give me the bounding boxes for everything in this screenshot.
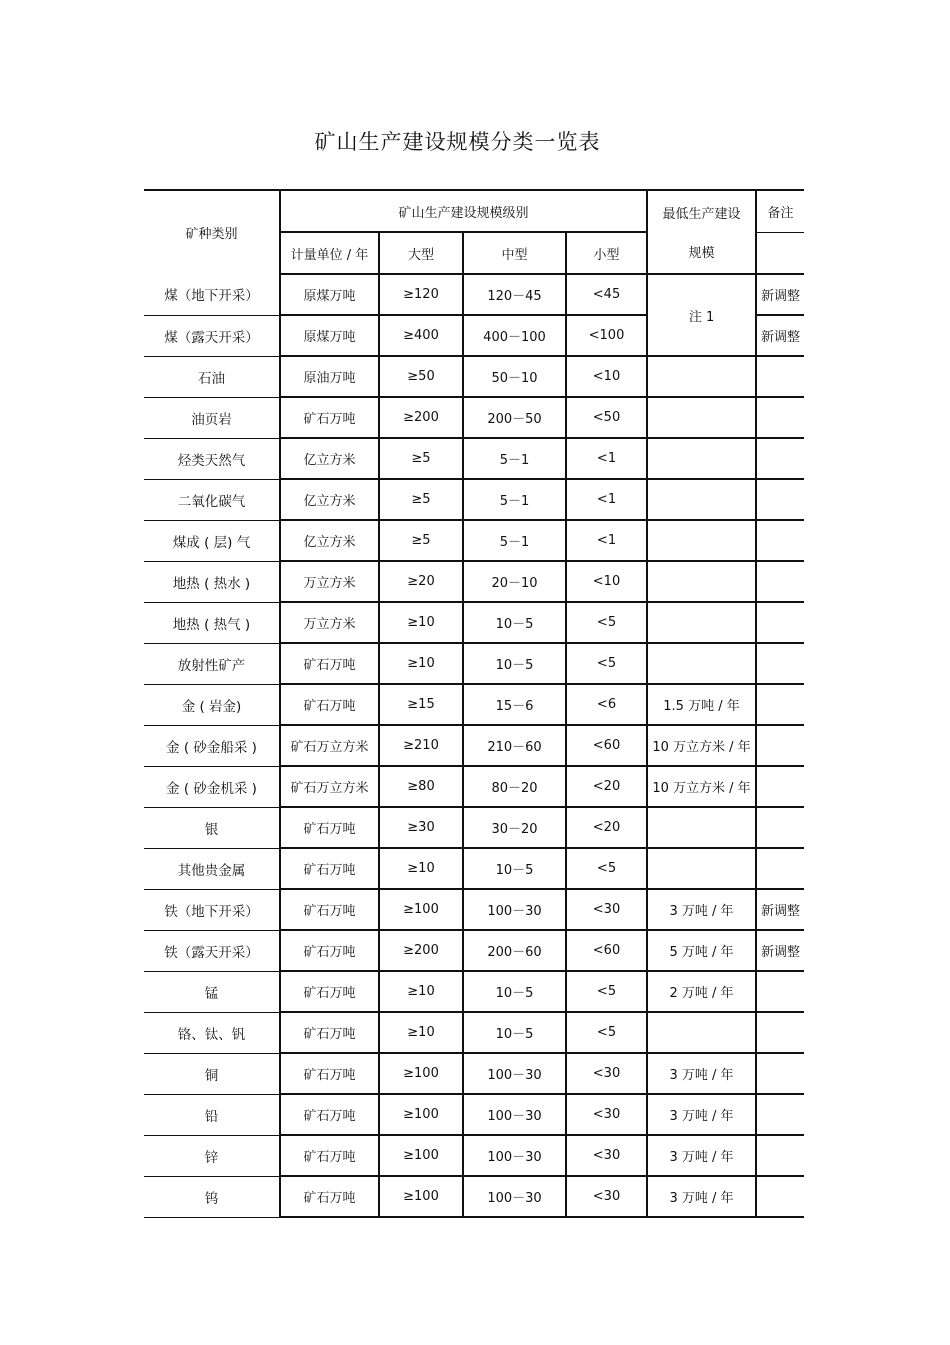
table-row: [144, 725, 804, 766]
cell-small: <1: [566, 438, 647, 479]
cell-small: <20: [566, 807, 647, 848]
cell-remark: 新调整: [756, 315, 804, 356]
cell-large: ≥200: [379, 930, 463, 971]
page-title: 矿山生产建设规模分类一览表: [314, 130, 601, 154]
cell-large: ≥5: [379, 438, 463, 479]
cell-unit: 亿立方米: [280, 520, 379, 561]
cell-large: ≥100: [379, 1176, 463, 1217]
cell-mineral-type: 地热 ( 热气 ): [144, 602, 280, 643]
table-row: [144, 520, 804, 561]
cell-medium: 20－10: [463, 561, 566, 602]
cell-large: ≥15: [379, 684, 463, 725]
cell-remark: [756, 397, 804, 438]
cell-remark: [756, 848, 804, 889]
cell-min-scale: 10 万立方米 / 年: [647, 725, 756, 766]
cell-unit: 矿石万吨: [280, 1176, 379, 1217]
cell-unit: 矿石万吨: [280, 889, 379, 930]
cell-large: ≥20: [379, 561, 463, 602]
cell-small: <5: [566, 643, 647, 684]
cell-large: ≥10: [379, 602, 463, 643]
table-row: [144, 1176, 804, 1217]
cell-mineral-type: 煤（地下开采）: [144, 274, 280, 315]
cell-min-scale: [647, 438, 756, 479]
cell-large: ≥50: [379, 356, 463, 397]
cell-mineral-type: 锌: [144, 1135, 280, 1176]
cell-mineral-type: 银: [144, 807, 280, 848]
cell-remark: [756, 725, 804, 766]
cell-unit: 矿石万吨: [280, 1135, 379, 1176]
cell-small: <50: [566, 397, 647, 438]
cell-mineral-type: 锰: [144, 971, 280, 1012]
cell-small: <10: [566, 356, 647, 397]
cell-min-scale-note: 注 1: [647, 274, 756, 356]
table-row: [144, 643, 804, 684]
cell-min-scale: 3 万吨 / 年: [647, 1053, 756, 1094]
cell-large: ≥100: [379, 1135, 463, 1176]
cell-min-scale: [647, 1012, 756, 1053]
mine-scale-table: [144, 189, 804, 1218]
cell-small: <45: [566, 274, 647, 315]
cell-large: ≥5: [379, 520, 463, 561]
cell-unit: 矿石万吨: [280, 848, 379, 889]
cell-mineral-type: 地热 ( 热水 ): [144, 561, 280, 602]
cell-unit: 矿石万吨: [280, 684, 379, 725]
cell-mineral-type: 煤（露天开采）: [144, 315, 280, 356]
table-row: [144, 971, 804, 1012]
cell-unit: 矿石万吨: [280, 1094, 379, 1135]
cell-min-scale: 1.5 万吨 / 年: [647, 684, 756, 725]
cell-mineral-type: 煤成 ( 层) 气: [144, 520, 280, 561]
cell-min-scale: 3 万吨 / 年: [647, 1094, 756, 1135]
table-row: [144, 397, 804, 438]
cell-large: ≥100: [379, 889, 463, 930]
header-unit: 计量单位 / 年: [280, 232, 379, 274]
cell-unit: 矿石万吨: [280, 643, 379, 684]
cell-mineral-type: 铁（露天开采）: [144, 930, 280, 971]
cell-min-scale: 3 万吨 / 年: [647, 1135, 756, 1176]
table-row: [144, 274, 804, 315]
cell-small: <1: [566, 520, 647, 561]
cell-medium: 10－5: [463, 602, 566, 643]
cell-small: <20: [566, 766, 647, 807]
cell-unit: 矿石万立方米: [280, 766, 379, 807]
cell-mineral-type: 铁（地下开采）: [144, 889, 280, 930]
cell-mineral-type: 油页岩: [144, 397, 280, 438]
cell-remark: [756, 766, 804, 807]
cell-medium: 10－5: [463, 1012, 566, 1053]
cell-large: ≥10: [379, 971, 463, 1012]
cell-small: <30: [566, 1053, 647, 1094]
cell-large: ≥200: [379, 397, 463, 438]
header-medium: 中型: [463, 232, 566, 274]
cell-medium: 10－5: [463, 643, 566, 684]
cell-medium: 15－6: [463, 684, 566, 725]
cell-medium: 5－1: [463, 520, 566, 561]
cell-remark: 新调整: [756, 274, 804, 315]
cell-large: ≥120: [379, 274, 463, 315]
cell-remark: [756, 479, 804, 520]
cell-unit: 万立方米: [280, 602, 379, 643]
cell-remark: [756, 1135, 804, 1176]
cell-unit: 原煤万吨: [280, 315, 379, 356]
cell-unit: 亿立方米: [280, 479, 379, 520]
cell-small: <30: [566, 889, 647, 930]
cell-large: ≥100: [379, 1094, 463, 1135]
cell-remark: 新调整: [756, 889, 804, 930]
cell-mineral-type: 铬、钛、钒: [144, 1012, 280, 1053]
cell-remark: [756, 602, 804, 643]
cell-unit: 矿石万吨: [280, 1012, 379, 1053]
cell-mineral-type: 放射性矿产: [144, 643, 280, 684]
cell-remark: [756, 643, 804, 684]
cell-min-scale: [647, 479, 756, 520]
cell-large: ≥10: [379, 643, 463, 684]
table-row: [144, 1094, 804, 1135]
table-row: [144, 479, 804, 520]
cell-unit: 矿石万吨: [280, 971, 379, 1012]
cell-large: ≥10: [379, 1012, 463, 1053]
cell-min-scale: [647, 356, 756, 397]
cell-remark: [756, 971, 804, 1012]
table-row: [144, 561, 804, 602]
cell-unit: 原煤万吨: [280, 274, 379, 315]
cell-mineral-type: 烃类天然气: [144, 438, 280, 479]
cell-mineral-type: 铅: [144, 1094, 280, 1135]
cell-unit: 矿石万吨: [280, 397, 379, 438]
cell-medium: 80－20: [463, 766, 566, 807]
cell-min-scale: [647, 848, 756, 889]
cell-small: <30: [566, 1135, 647, 1176]
cell-mineral-type: 金 ( 岩金): [144, 684, 280, 725]
cell-remark: [756, 1053, 804, 1094]
cell-medium: 5－1: [463, 438, 566, 479]
table-row: [144, 1053, 804, 1094]
cell-min-scale: 5 万吨 / 年: [647, 930, 756, 971]
cell-remark: [756, 520, 804, 561]
cell-mineral-type: 铜: [144, 1053, 280, 1094]
cell-min-scale: [647, 807, 756, 848]
header-large: 大型: [379, 232, 463, 274]
cell-large: ≥400: [379, 315, 463, 356]
cell-medium: 30－20: [463, 807, 566, 848]
cell-medium: 210－60: [463, 725, 566, 766]
cell-medium: 100－30: [463, 1053, 566, 1094]
cell-medium: 120－45: [463, 274, 566, 315]
cell-min-scale: 3 万吨 / 年: [647, 1176, 756, 1217]
cell-small: <10: [566, 561, 647, 602]
cell-medium: 10－5: [463, 848, 566, 889]
cell-small: <30: [566, 1176, 647, 1217]
cell-large: ≥5: [379, 479, 463, 520]
header-scale-level: 矿山生产建设规模级别: [280, 190, 647, 232]
cell-unit: 矿石万吨: [280, 807, 379, 848]
header-remark: 备注: [756, 190, 804, 232]
cell-min-scale: 3 万吨 / 年: [647, 889, 756, 930]
cell-medium: 400－100: [463, 315, 566, 356]
cell-remark: [756, 1012, 804, 1053]
cell-large: ≥210: [379, 725, 463, 766]
cell-mineral-type: 金 ( 砂金船采 ): [144, 725, 280, 766]
table-row: [144, 1012, 804, 1053]
cell-medium: 5－1: [463, 479, 566, 520]
cell-small: <60: [566, 725, 647, 766]
cell-mineral-type: 其他贵金属: [144, 848, 280, 889]
cell-large: ≥100: [379, 1053, 463, 1094]
cell-medium: 200－50: [463, 397, 566, 438]
cell-unit: 原油万吨: [280, 356, 379, 397]
cell-mineral-type: 石油: [144, 356, 280, 397]
cell-small: <5: [566, 848, 647, 889]
cell-medium: 100－30: [463, 1135, 566, 1176]
cell-small: <5: [566, 1012, 647, 1053]
table-row: [144, 438, 804, 479]
cell-remark: 新调整: [756, 930, 804, 971]
cell-unit: 万立方米: [280, 561, 379, 602]
cell-medium: 100－30: [463, 1176, 566, 1217]
header-remark-empty: [756, 232, 804, 274]
cell-medium: 100－30: [463, 889, 566, 930]
cell-small: <1: [566, 479, 647, 520]
cell-small: <30: [566, 1094, 647, 1135]
cell-mineral-type: 金 ( 砂金机采 ): [144, 766, 280, 807]
table-row: [144, 889, 804, 930]
table-row: [144, 930, 804, 971]
cell-min-scale: [647, 602, 756, 643]
cell-small: <5: [566, 971, 647, 1012]
cell-min-scale: [647, 643, 756, 684]
cell-small: <5: [566, 602, 647, 643]
cell-remark: [756, 1176, 804, 1217]
cell-small: <100: [566, 315, 647, 356]
table-row: [144, 807, 804, 848]
header-min-scale-line1: 最低生产建设: [662, 207, 741, 222]
cell-min-scale: [647, 520, 756, 561]
table-row: [144, 766, 804, 807]
cell-mineral-type: 二氧化碳气: [144, 479, 280, 520]
cell-small: <6: [566, 684, 647, 725]
cell-unit: 矿石万立方米: [280, 725, 379, 766]
header-mineral-type: 矿种类别: [144, 190, 280, 274]
cell-medium: 50－10: [463, 356, 566, 397]
cell-large: ≥30: [379, 807, 463, 848]
cell-medium: 100－30: [463, 1094, 566, 1135]
table-row: [144, 1135, 804, 1176]
cell-large: ≥10: [379, 848, 463, 889]
header-min-scale: [647, 190, 756, 274]
cell-remark: [756, 1094, 804, 1135]
cell-medium: 10－5: [463, 971, 566, 1012]
cell-remark: [756, 438, 804, 479]
table-row: [144, 848, 804, 889]
header-min-scale-line2: 规模: [688, 246, 715, 261]
cell-remark: [756, 684, 804, 725]
cell-min-scale: [647, 561, 756, 602]
cell-unit: 亿立方米: [280, 438, 379, 479]
cell-large: ≥80: [379, 766, 463, 807]
cell-remark: [756, 807, 804, 848]
header-row-1: [144, 190, 804, 232]
table-row: [144, 684, 804, 725]
cell-medium: 200－60: [463, 930, 566, 971]
table-row: [144, 356, 804, 397]
cell-min-scale: 2 万吨 / 年: [647, 971, 756, 1012]
cell-remark: [756, 561, 804, 602]
cell-mineral-type: 钨: [144, 1176, 280, 1217]
cell-remark: [756, 356, 804, 397]
cell-small: <60: [566, 930, 647, 971]
cell-unit: 矿石万吨: [280, 930, 379, 971]
cell-min-scale: [647, 397, 756, 438]
cell-unit: 矿石万吨: [280, 1053, 379, 1094]
cell-min-scale: 10 万立方米 / 年: [647, 766, 756, 807]
header-small: 小型: [566, 232, 647, 274]
table-row: [144, 602, 804, 643]
